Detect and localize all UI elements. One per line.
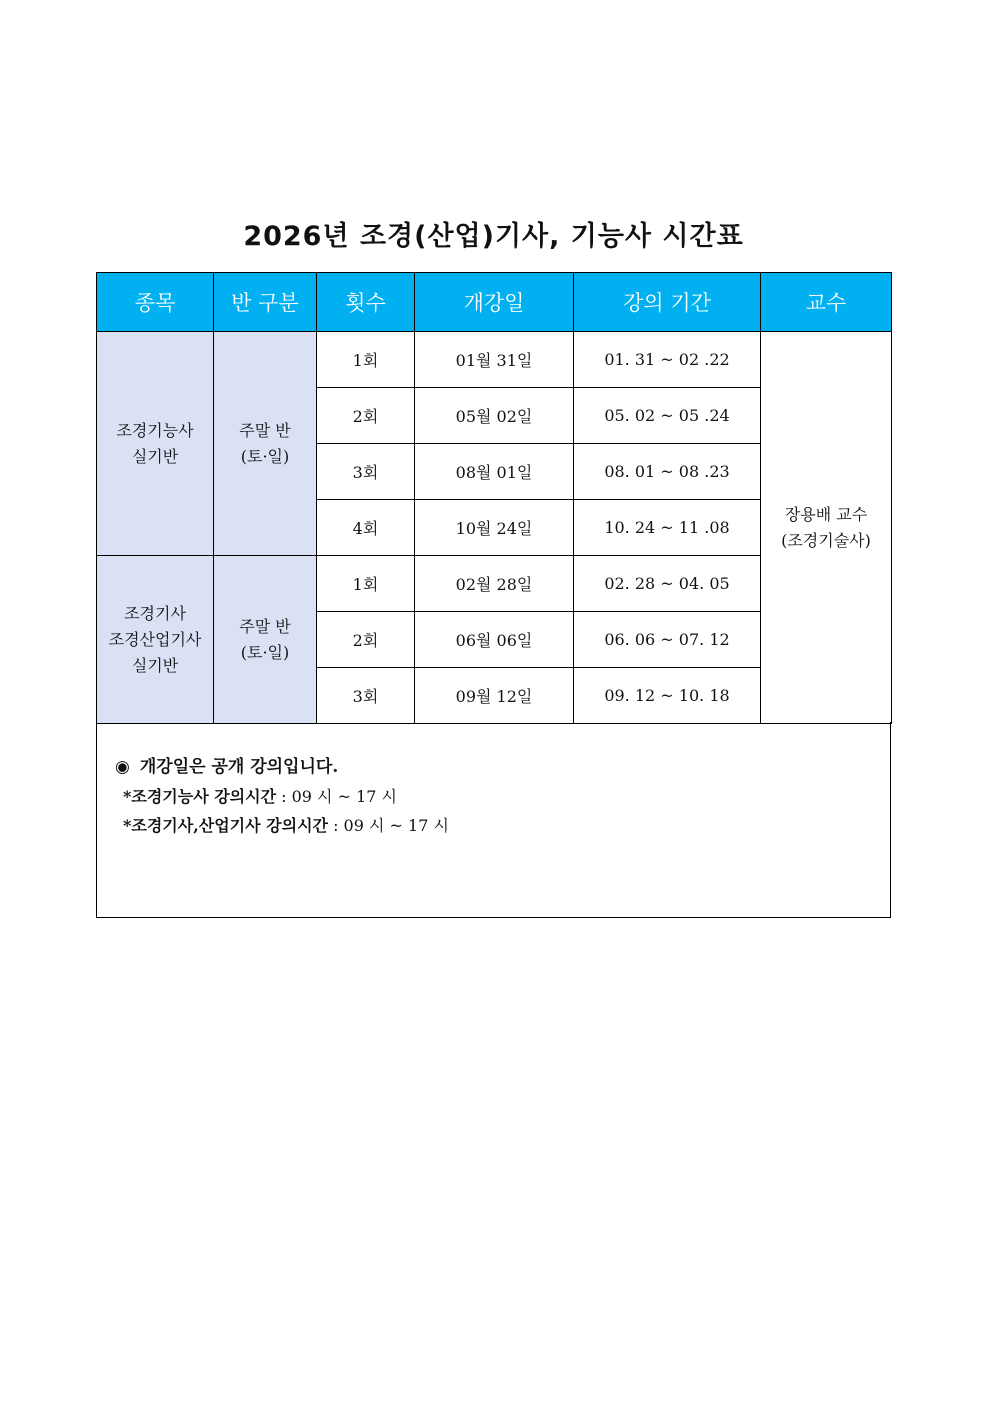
subject-line: 조경산업기사 [108, 629, 202, 649]
page-title: 2026년 조경(산업)기사, 기능사 시간표 [243, 221, 744, 252]
note-label: *조경기사,산업기사 강의시간 [123, 816, 328, 835]
table-header-row [97, 273, 892, 332]
professor-cell [761, 332, 892, 724]
note-open-lecture [115, 752, 338, 777]
period-cell: 01. 31 ~ 02 .22 [574, 332, 761, 388]
note-value: : 09 시 ~ 17 시 [276, 787, 397, 806]
count-cell: 3회 [317, 668, 415, 724]
count-cell: 2회 [317, 388, 415, 444]
start-date-cell: 01월 31일 [415, 332, 574, 388]
class-type-line: (토·일) [240, 446, 290, 466]
start-date-cell: 09월 12일 [415, 668, 574, 724]
note-text: 개강일은 공개 강의입니다. [139, 757, 339, 777]
class-type-line: (토·일) [240, 642, 290, 662]
count-cell: 1회 [317, 332, 415, 388]
period-cell: 08. 01 ~ 08 .23 [574, 444, 761, 500]
period-cell: 09. 12 ~ 10. 18 [574, 668, 761, 724]
header-class-type: 반 구분 [214, 273, 317, 332]
period-cell: 10. 24 ~ 11 .08 [574, 500, 761, 556]
note-label: *조경기능사 강의시간 [123, 787, 277, 806]
start-date-cell: 02월 28일 [415, 556, 574, 612]
start-date-cell: 05월 02일 [415, 388, 574, 444]
header-count: 횟수 [317, 273, 415, 332]
header-period: 강의 기간 [574, 273, 761, 332]
count-cell: 2회 [317, 612, 415, 668]
table-row [97, 332, 892, 388]
subject-line: 조경기사 [124, 603, 186, 623]
radio-bullet-icon: ◉ [115, 757, 130, 777]
class-type-cell [214, 332, 317, 556]
class-type-line: 주말 반 [239, 420, 291, 440]
header-subject: 종목 [97, 273, 214, 332]
start-date-cell: 10월 24일 [415, 500, 574, 556]
professor-name: 장용배 교수 [784, 504, 868, 524]
count-cell: 1회 [317, 556, 415, 612]
count-cell: 3회 [317, 444, 415, 500]
note-engineer-hours [123, 813, 449, 836]
header-start-date: 개강일 [415, 273, 574, 332]
subject-cell [97, 556, 214, 724]
period-cell: 06. 06 ~ 07. 12 [574, 612, 761, 668]
note-value: : 09 시 ~ 17 시 [327, 816, 449, 835]
notes-box [96, 722, 891, 918]
subject-cell [97, 332, 214, 556]
period-cell: 05. 02 ~ 05 .24 [574, 388, 761, 444]
start-date-cell: 08월 01일 [415, 444, 574, 500]
subject-line: 실기반 [131, 446, 179, 466]
subject-line: 실기반 [131, 655, 179, 675]
note-technician-hours [123, 784, 397, 807]
count-cell: 4회 [317, 500, 415, 556]
class-type-cell [214, 556, 317, 724]
start-date-cell: 06월 06일 [415, 612, 574, 668]
subject-line: 조경기능사 [116, 420, 194, 440]
schedule-table [96, 272, 892, 724]
class-type-line: 주말 반 [239, 616, 291, 636]
professor-title: (조경기술사) [781, 530, 871, 550]
period-cell: 02. 28 ~ 04. 05 [574, 556, 761, 612]
header-professor: 교수 [761, 273, 892, 332]
